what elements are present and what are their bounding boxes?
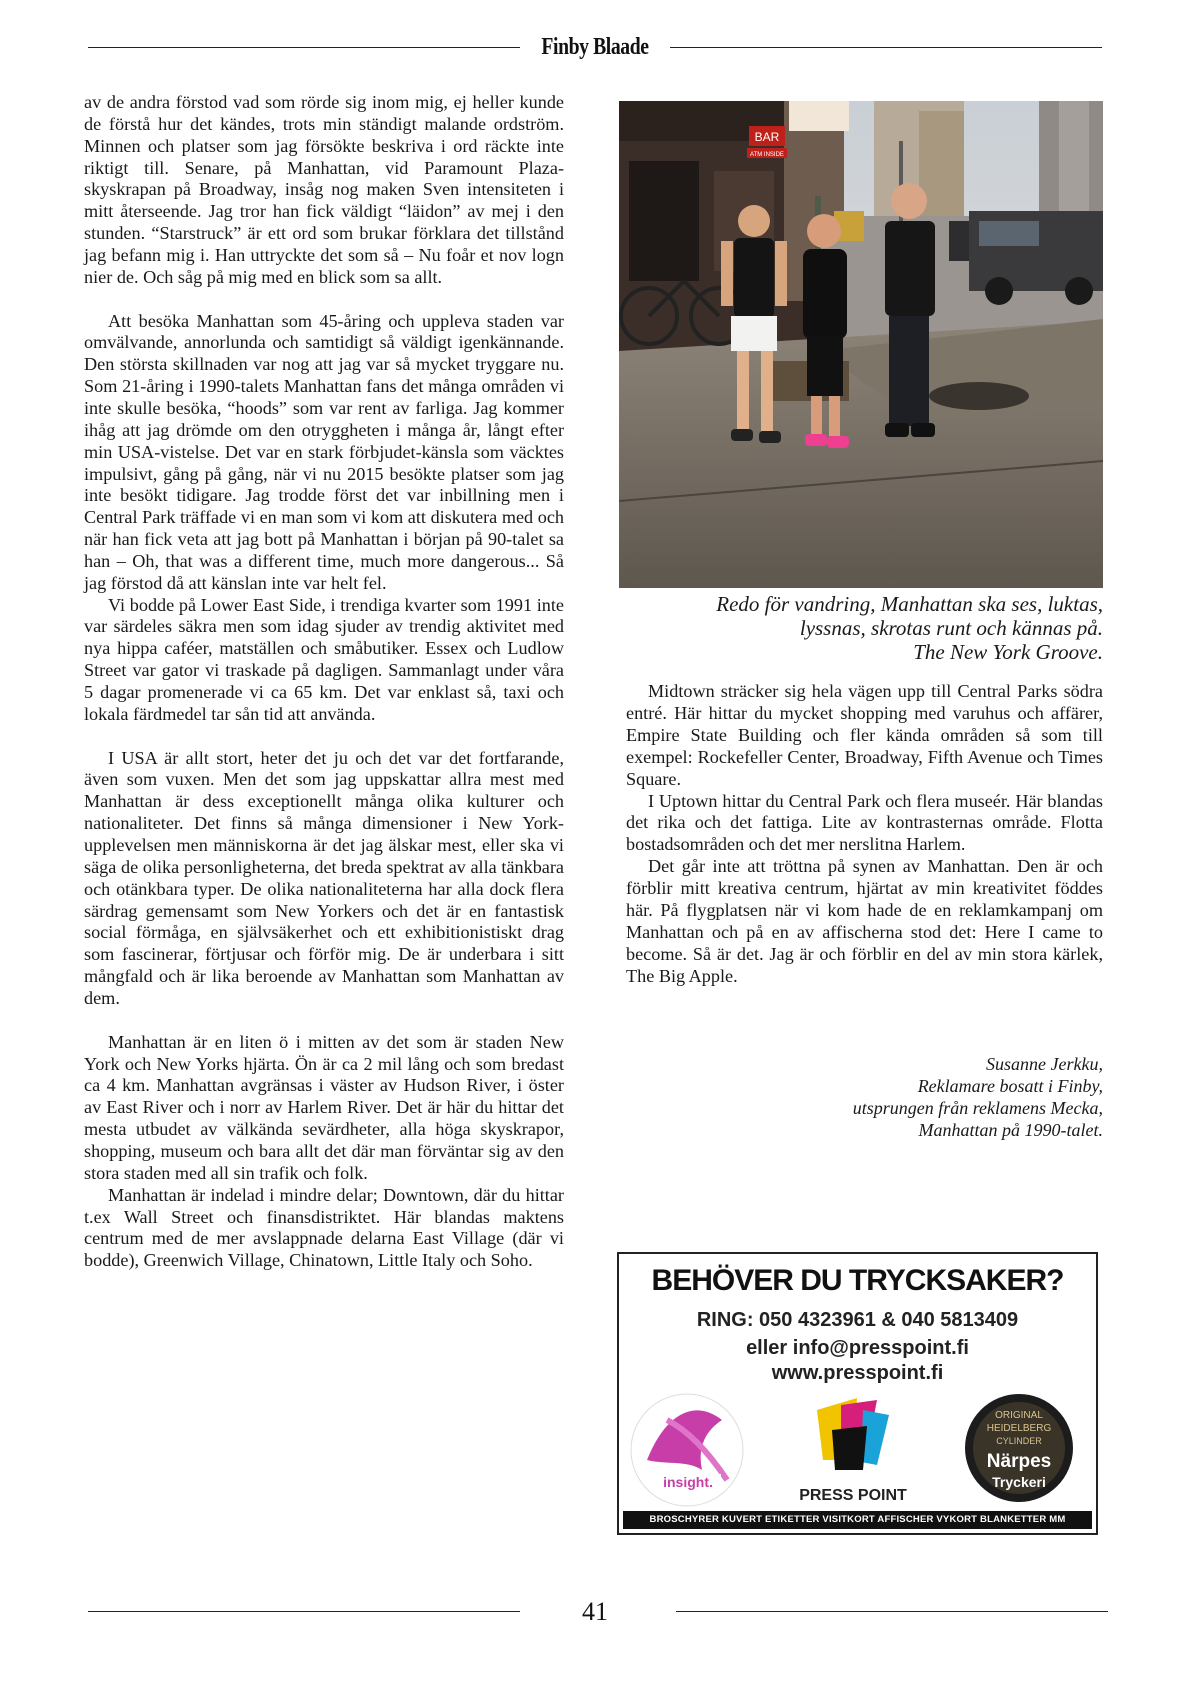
footer-rule-right xyxy=(676,1611,1108,1612)
body-paragraph: av de andra förstod vad som rörde sig inom mig, ej heller kunde de förstå hur det kändes, trots min ständigt malande ordström. Minnen och platser som jag försökte beskriva i ord räckte inte riktigt till. Senare, på Manhattan, vid Paramount Plaza-skyskrapan på Broadway, insåg nog maken Sven intensiteten i mitt återseende. Jag tror han fick väldigt “läidon” av mej i den stunden. “Starstruck” är ett ord som brukar förklara det tillstånd jag befann mig i. Han uttryckte det som så – Nu foår et nov logn nier de. Och såg på mig med en blick som sa allt. xyxy=(84,92,564,287)
body-paragraph: Manhattan är en liten ö i mitten av det som är staden New York och New Yorks hjärta. Ön är ca 2 mil lång och som bredast ca 4 km. Manhattan avgränsas i väster av Hudson River, i öster av East River och i norr av Harlem River. Det är här du hittar det mesta utbudet av välkända sevärdheter, alla höga skyskrapor, shopping, museum och bara allt det där man förväntar sig av den stora staden med all sin trafik och folk. xyxy=(84,1031,564,1183)
body-paragraph: I USA är allt stort, heter det ju och det var det fortfarande, även som vuxen. Men det som jag uppskattar allra mest med Manhattan är dess exceptionellt många olika kulturer och nationaliteter. Det finns så många dimensioner i New York-upplevelsen men människorna är det jag älskar mest, eller ska vi säga de olika personligheterna, det breda spektrat av alla tänkbara och otänkbara typer. De olika nationaliteterna har alla dock flera särdrag gemensamt som New Yorkers och det är en fantastisk social förmåga, en självsäkerhet och ett exhibitionistiskt drag som fascinerar, förtjusar och förför mig. De är underbara i sitt mångfald och är lika beroende av Manhattan som Manhattan av dem. xyxy=(84,747,564,1008)
right-text-column xyxy=(626,681,1103,988)
author-signature xyxy=(760,1053,1103,1141)
street-scene-illustration xyxy=(619,101,1103,588)
caption-line: lyssnas, skrotas runt och kännas på. xyxy=(799,616,1103,640)
print-advertisement xyxy=(617,1252,1098,1535)
body-paragraph: I Uptown hittar du Central Park och flera museér. Här blandas det rika och det fattiga. Lite av kontrasternas område. Flotta bostadsområden och det mer nerslitna Harlem. xyxy=(626,790,1103,855)
body-paragraph: Vi bodde på Lower East Side, i trendiga kvarter som 1991 inte var särdeles säkra men som idag sjuder av trendig aktivitet med nya hippa caféer, matställen och småbutiker. Essex och Ludlow Street var gator vi traskade på dagligen. Sammanlagt under våra 5 dagar promenerade vi ca 65 km. Det var enklast så, taxi och lokala färdmedel tar sån tid att använda. xyxy=(84,594,564,724)
bar-sign-text: BAR xyxy=(754,130,780,144)
ad-headline: BEHÖVER DU TRYCKSAKER? xyxy=(651,1264,1064,1297)
signature-line: Reklamare bosatt i Finby, xyxy=(917,1076,1103,1096)
left-text-column xyxy=(84,92,564,1272)
ad-product-strip: BROSCHYRER KUVERT ETIKETTER VISITKORT AFFISCHER VYKORT BLANKETTER MM xyxy=(623,1511,1092,1529)
ad-phone: RING: 050 4323961 & 040 5813409 xyxy=(696,1309,1019,1331)
masthead-title: Finby Blaade xyxy=(541,34,649,60)
insight-logo-text: insight. xyxy=(663,1474,713,1490)
presspoint-logo-text: PRESS POINT xyxy=(799,1487,907,1504)
article-photo xyxy=(619,101,1103,588)
body-paragraph: Att besöka Manhattan som 45-åring och uppleva staden var omvälvande, annorlunda och samtidigt så väldigt igenkännande. Den största skillnaden var nog att jag var så mycket tryggare nu. Som 21-åring i 1990-talets Manhattan fans det många områden vi inte skulle besöka, “hoods” som var rent av farliga. Jag kommer ihåg att jag drömde om den otryggheten i många år, långt efter min USA-vistelse. Det var en stark förbjudet-känsla som väcktes impulsivt, gång på gång, när vi nu 2015 besökte platser som jag inte besökt tidigare. Jag trodde först det var inbillning men i Central Park träffade vi en man som vi kom att diskutera med och när han fick veta att jag bott på Manhattan i början på 90-talet sa han – Oh, that was a different time, much more dangerous... Så jag förstod då att känslan inte var helt fel. xyxy=(84,310,564,593)
insight-logo xyxy=(631,1394,743,1506)
presspoint-logo xyxy=(799,1398,907,1504)
ad-email[interactable]: eller info@presspoint.fi xyxy=(746,1337,969,1359)
narpes-tryckeri-logo xyxy=(965,1394,1073,1502)
signature-line: Susanne Jerkku, xyxy=(986,1054,1103,1074)
badge-text-heidelberg: HEIDELBERG xyxy=(986,1423,1052,1434)
body-paragraph: Manhattan är indelad i mindre delar; Downtown, där du hittar t.ex Wall Street och finansdistriktet. Här blandas maktens centrum med de mer avslappnade delarna East Village (där vi bodde), Greenwich Village, Chinatown, Little Italy och Soho. xyxy=(84,1184,564,1271)
body-paragraph: Det går inte att tröttna på synen av Manhattan. Den är och förblir mitt kreativa centrum, hjärtat av min kreativitet föddes här. På flygplatsen när vi kom hade de en reklamkampanj om Manhattan och på en av affischerna stod det: Here I came to become. Så är det. Jag är och förblir en del av min stora kärlek, The Big Apple. xyxy=(626,856,1103,986)
caption-line: Redo för vandring, Manhattan ska ses, luktas, xyxy=(716,592,1103,616)
tryckeri-text: Tryckeri xyxy=(992,1474,1046,1490)
badge-text-original: ORIGINAL xyxy=(995,1410,1043,1421)
footer-rule-left xyxy=(88,1611,520,1612)
badge-text-cylinder: CYLINDER xyxy=(996,1436,1042,1446)
ad-website[interactable]: www.presspoint.fi xyxy=(771,1362,944,1384)
header-rule-right xyxy=(670,47,1102,48)
signature-line: Manhattan på 1990-talet. xyxy=(918,1120,1103,1140)
ad-logos xyxy=(627,1390,1088,1508)
page-number: 41 xyxy=(582,1597,608,1626)
atm-sign-text: ATM INSIDE xyxy=(750,152,784,158)
signature-line: utsprungen från reklamens Mecka, xyxy=(852,1098,1103,1118)
photo-caption xyxy=(619,592,1103,664)
header-rule-left xyxy=(88,47,520,48)
body-paragraph: Midtown sträcker sig hela vägen upp till Central Parks södra entré. Här hittar du mycket shopping med varuhus och affärer, Empire State Building och fler kända områden så som till exempel: Rockefeller Center, Broadway, Fifth Avenue och Times Square. xyxy=(626,681,1103,789)
caption-line: The New York Groove. xyxy=(913,640,1103,664)
narpes-text: Närpes xyxy=(986,1451,1052,1472)
